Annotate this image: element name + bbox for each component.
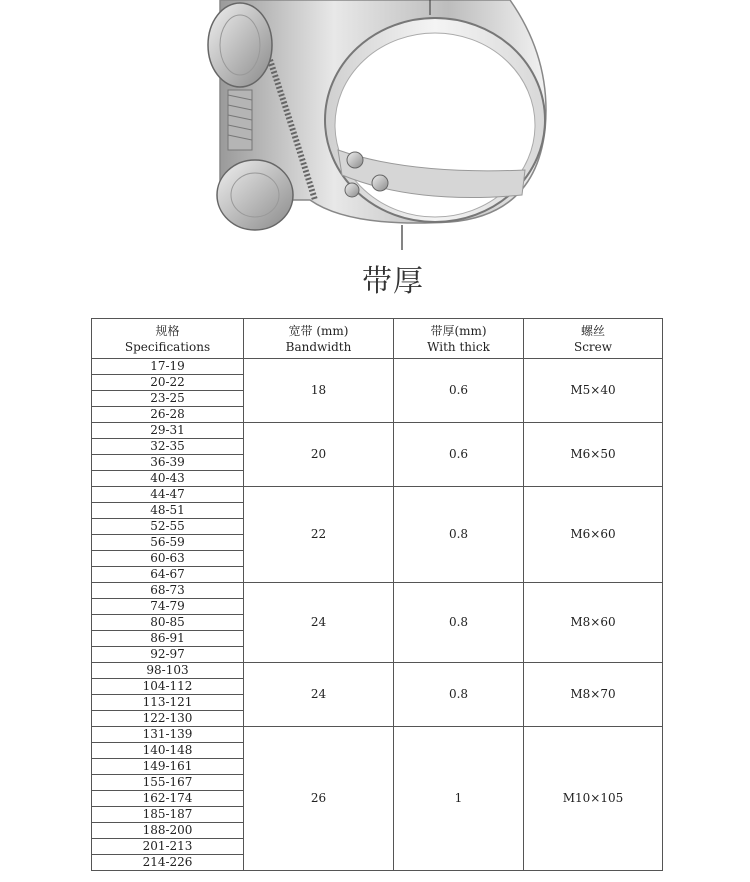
spec-cell: 162-174 (92, 791, 244, 807)
spec-cell: 44-47 (92, 487, 244, 503)
table-row (92, 727, 663, 743)
thickness-cell: 0.6 (394, 359, 524, 423)
thickness-cell: 1 (394, 727, 524, 871)
spec-cell: 74-79 (92, 599, 244, 615)
header-screw (524, 319, 663, 359)
spec-cell: 17-19 (92, 359, 244, 375)
spec-cell: 23-25 (92, 391, 244, 407)
bandwidth-cell: 26 (244, 727, 394, 871)
spec-cell: 20-22 (92, 375, 244, 391)
spec-cell: 201-213 (92, 839, 244, 855)
spec-cell: 80-85 (92, 615, 244, 631)
spec-cell: 56-59 (92, 535, 244, 551)
table-row (92, 359, 663, 375)
spec-cell: 32-35 (92, 439, 244, 455)
header-cn: 规格 (155, 323, 180, 338)
spec-cell: 40-43 (92, 471, 244, 487)
spec-cell: 98-103 (92, 663, 244, 679)
thickness-cell: 0.6 (394, 423, 524, 487)
thickness-cell: 0.8 (394, 663, 524, 727)
spec-cell: 92-97 (92, 647, 244, 663)
header-en: Specifications (124, 339, 211, 354)
spec-cell: 149-161 (92, 759, 244, 775)
table-row (92, 423, 663, 439)
screw-cell: M5×40 (524, 359, 663, 423)
spec-cell: 131-139 (92, 727, 244, 743)
table-row (92, 663, 663, 679)
bandwidth-cell: 20 (244, 423, 394, 487)
spec-cell: 52-55 (92, 519, 244, 535)
bandwidth-cell: 18 (244, 359, 394, 423)
band-thickness-caption: 带厚 (362, 264, 424, 299)
spec-cell: 64-67 (92, 567, 244, 583)
table-row (92, 583, 663, 599)
spec-cell: 140-148 (92, 743, 244, 759)
spec-cell: 185-187 (92, 807, 244, 823)
header-cn: 宽带 (mm) (288, 323, 349, 338)
spec-cell: 214-226 (92, 855, 244, 871)
screw-cell: M6×50 (524, 423, 663, 487)
spec-cell: 113-121 (92, 695, 244, 711)
table-body (92, 359, 663, 871)
screw-cell: M10×105 (524, 727, 663, 871)
table-row (92, 487, 663, 503)
specification-table (91, 318, 663, 871)
bandwidth-cell: 22 (244, 487, 394, 583)
bandwidth-cell: 24 (244, 583, 394, 663)
header-en: Bandwidth (285, 339, 352, 354)
spec-cell: 86-91 (92, 631, 244, 647)
header-en: Screw (573, 339, 613, 354)
hose-clamp-photo (180, 0, 580, 250)
header-bandwidth (244, 319, 394, 359)
header-en: With thick (427, 339, 490, 354)
header-specifications (92, 319, 244, 359)
spec-cell: 48-51 (92, 503, 244, 519)
screw-cell: M8×60 (524, 583, 663, 663)
header-thickness (394, 319, 524, 359)
spec-cell: 122-130 (92, 711, 244, 727)
spec-cell: 104-112 (92, 679, 244, 695)
thickness-cell: 0.8 (394, 583, 524, 663)
bandwidth-cell: 24 (244, 663, 394, 727)
header-cn: 螺丝 (580, 323, 605, 338)
spec-cell: 60-63 (92, 551, 244, 567)
thickness-cell: 0.8 (394, 487, 524, 583)
table-header-row (92, 319, 663, 359)
header-cn: 带厚(mm) (430, 323, 487, 338)
spec-cell: 29-31 (92, 423, 244, 439)
spec-cell: 155-167 (92, 775, 244, 791)
spec-cell: 26-28 (92, 407, 244, 423)
spec-cell: 68-73 (92, 583, 244, 599)
spec-cell: 36-39 (92, 455, 244, 471)
screw-cell: M6×60 (524, 487, 663, 583)
screw-cell: M8×70 (524, 663, 663, 727)
spec-cell: 188-200 (92, 823, 244, 839)
